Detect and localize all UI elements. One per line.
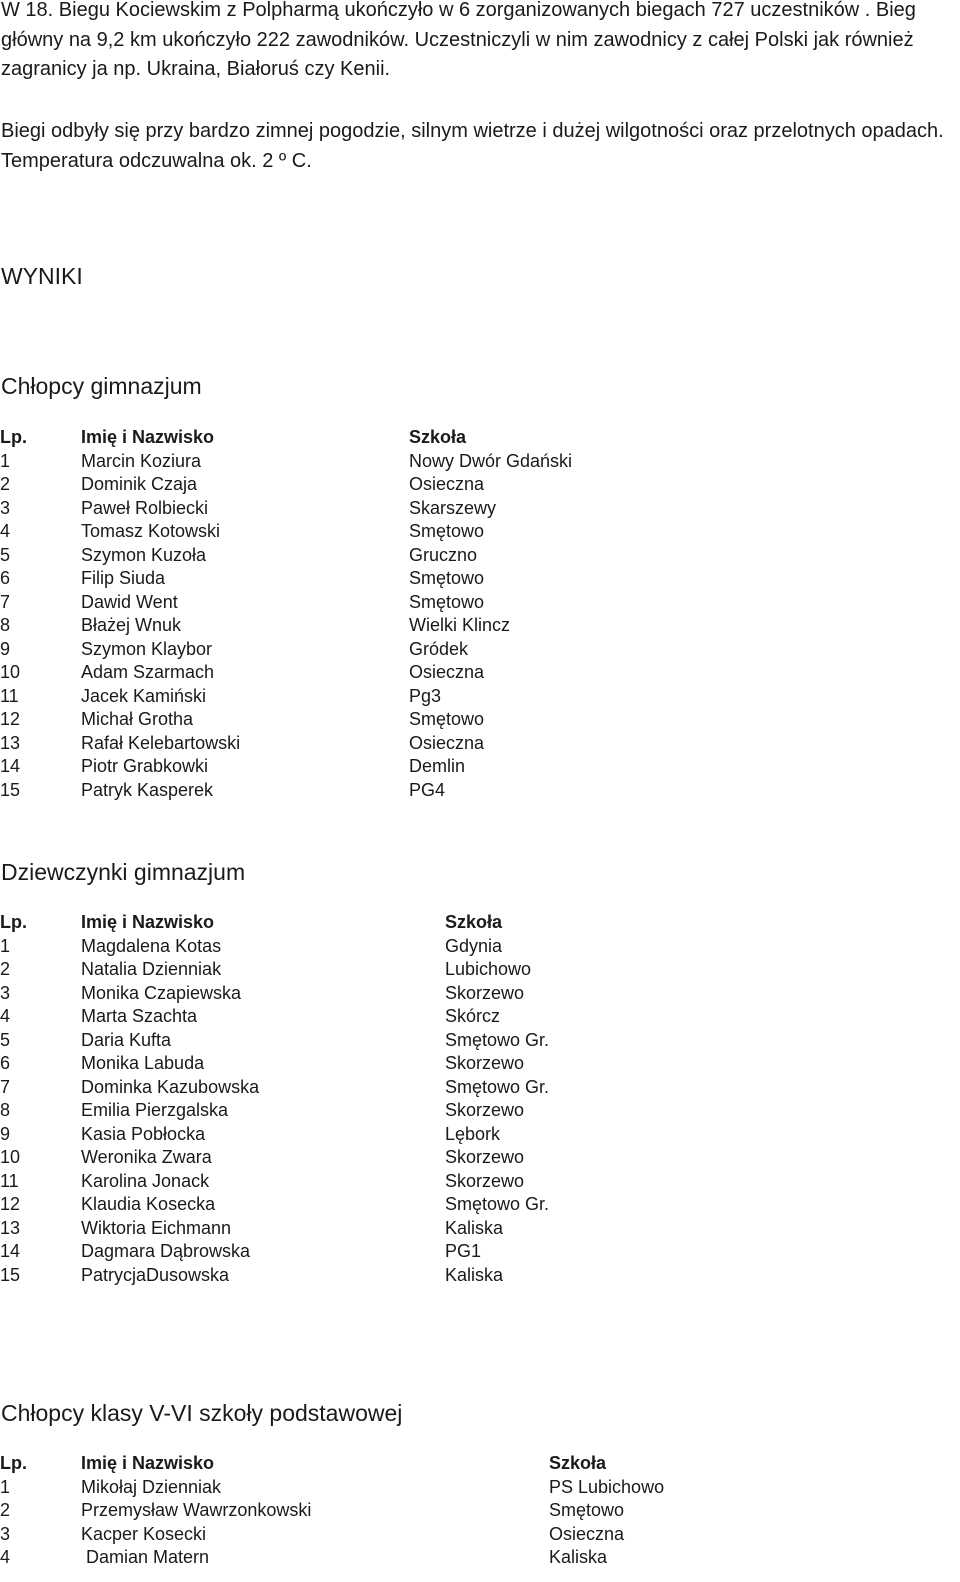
cell-school: PG1: [445, 1241, 482, 1261]
cell-school: Skorzewo: [445, 1147, 525, 1167]
cell-school: Lębork: [445, 1123, 501, 1144]
intro-paragraph: W 18. Biegu Kociewskim z Polpharmą ukończyło w 6 zorganizowanych biegach 727 uczestników . Bieg główny na 9,2 km ukończyło 222 zawodników. Uczestniczyli w nim zawodnicy z całej Polski jak również zagranicy ja np. Ukraina, Białoruś czy Kenii.: [1, 0, 916, 80]
cell-name: Mikołaj Dzienniak: [81, 1476, 222, 1497]
cell-lp: 7: [0, 1076, 11, 1097]
table-row: [0, 1523, 664, 1547]
column-header-name: Imię i Nazwisko: [81, 1453, 215, 1473]
cell-lp: 2: [0, 959, 11, 979]
cell-name: Szymon Klaybor: [81, 638, 213, 659]
cell-school: Lubichowo: [445, 959, 532, 979]
cell-name: Dagmara Dąbrowska: [81, 1241, 251, 1261]
cell-lp: 9: [0, 1123, 11, 1144]
cell-school: Kaliska: [445, 1264, 504, 1285]
cell-name: Dominik Czaja: [81, 474, 198, 494]
cell-name: Piotr Grabkowki: [81, 756, 209, 776]
cell-name: Monika Czapiewska: [81, 982, 242, 1003]
cell-name: Filip Siuda: [81, 568, 166, 588]
table-row: [0, 1170, 549, 1194]
cell-school: Smętowo: [409, 709, 485, 729]
cell-lp: 5: [0, 544, 11, 565]
table-row: [0, 1193, 549, 1217]
cell-lp: 2: [0, 1500, 11, 1520]
cell-lp: 10: [0, 1147, 21, 1167]
cell-school: Demlin: [409, 756, 466, 776]
cell-lp: 3: [0, 982, 11, 1003]
cell-school: Osieczna: [409, 732, 485, 753]
table-row: [0, 708, 572, 732]
cell-name: Marcin Koziura: [81, 450, 202, 471]
cell-name: Błażej Wnuk: [81, 615, 182, 635]
table-row: [0, 1264, 549, 1288]
cell-school: Skorzewo: [445, 1100, 525, 1120]
table-row: [0, 497, 572, 521]
cell-name: Jacek Kamiński: [81, 685, 207, 706]
cell-lp: 10: [0, 662, 21, 682]
cell-school: Skorzewo: [445, 982, 525, 1003]
cell-lp: 13: [0, 1217, 21, 1238]
cell-name: Rafał Kelebartowski: [81, 732, 241, 753]
cell-lp: 3: [0, 1523, 11, 1544]
cell-lp: 11: [0, 685, 19, 706]
table-row: [0, 520, 572, 544]
cell-school: Wielki Klincz: [409, 615, 511, 635]
table-row: [0, 1476, 664, 1500]
cell-school: Skorzewo: [445, 1170, 525, 1191]
table-row: [0, 1499, 664, 1523]
table-row: [0, 1240, 549, 1264]
cell-lp: 6: [0, 568, 11, 588]
cell-name: Michał Grotha: [81, 709, 194, 729]
cell-school: Smętowo Gr.: [445, 1076, 550, 1097]
cell-lp: 15: [0, 1264, 21, 1285]
cell-name: Kacper Kosecki: [81, 1523, 207, 1544]
cell-school: Skorzewo: [445, 1053, 525, 1073]
cell-school: Smętowo: [409, 591, 485, 612]
cell-lp: 2: [0, 474, 11, 494]
table-row: [0, 1146, 549, 1170]
cell-name: Patryk Kasperek: [81, 779, 214, 800]
table-row: [0, 614, 572, 638]
table-row: [0, 661, 572, 685]
cell-school: Osieczna: [409, 662, 485, 682]
cell-lp: 8: [0, 1100, 11, 1120]
cell-lp: 1: [0, 450, 11, 471]
cell-name: Klaudia Kosecka: [81, 1194, 216, 1214]
table-header-row: [0, 911, 549, 935]
results-table-girls-gimnazjum: [0, 911, 549, 1287]
column-header-school: Szkoła: [445, 912, 503, 932]
table-row: [0, 591, 572, 615]
cell-school: Smętowo: [409, 568, 485, 588]
table-row: [0, 450, 572, 474]
cell-school: PS Lubichowo: [549, 1476, 665, 1497]
cell-name: Emilia Pierzgalska: [81, 1100, 229, 1120]
results-heading: WYNIKI: [1, 263, 83, 289]
cell-lp: 1: [0, 1476, 11, 1497]
cell-name: Dominka Kazubowska: [81, 1076, 260, 1097]
cell-lp: 12: [0, 709, 21, 729]
table-row: [0, 1052, 549, 1076]
cell-name: Weronika Zwara: [81, 1147, 212, 1167]
cell-name: Monika Labuda: [81, 1053, 205, 1073]
cell-name: Damian Matern: [81, 1547, 210, 1567]
table-row: [0, 1099, 549, 1123]
cell-name: Tomasz Kotowski: [81, 521, 221, 541]
cell-school: Smętowo: [409, 521, 485, 541]
cell-school: Smętowo Gr.: [445, 1194, 550, 1214]
column-header-lp: Lp.: [0, 912, 27, 932]
cell-school: Osieczna: [549, 1523, 625, 1544]
cell-lp: 8: [0, 615, 11, 635]
column-header-name: Imię i Nazwisko: [81, 427, 215, 447]
table-row: [0, 779, 572, 803]
table-header-row: [0, 426, 572, 450]
cell-name: Przemysław Wawrzonkowski: [81, 1500, 312, 1520]
cell-lp: 15: [0, 779, 21, 800]
cell-lp: 4: [0, 1547, 11, 1567]
cell-school: Gdynia: [445, 935, 503, 956]
cell-school: PG4: [409, 779, 446, 800]
cell-name: PatrycjaDusowska: [81, 1264, 230, 1285]
table-row: [0, 567, 572, 591]
cell-school: Smętowo Gr.: [445, 1029, 550, 1050]
cell-school: Skórcz: [445, 1006, 501, 1026]
cell-lp: 5: [0, 1029, 11, 1050]
section-title-girls-gimnazjum: Dziewczynki gimnazjum: [1, 859, 246, 885]
cell-name: Karolina Jonack: [81, 1170, 210, 1191]
cell-school: Gródek: [409, 638, 469, 659]
cell-name: Adam Szarmach: [81, 662, 215, 682]
cell-lp: 12: [0, 1194, 21, 1214]
cell-name: Daria Kufta: [81, 1029, 172, 1050]
cell-school: Kaliska: [445, 1217, 504, 1238]
table-row: [0, 732, 572, 756]
results-table-boys-primary: [0, 1452, 664, 1570]
cell-lp: 13: [0, 732, 21, 753]
cell-school: Kaliska: [549, 1547, 608, 1567]
cell-lp: 7: [0, 591, 11, 612]
table-row: [0, 1546, 664, 1570]
cell-school: Gruczno: [409, 544, 478, 565]
table-row: [0, 638, 572, 662]
table-row: [0, 982, 549, 1006]
table-row: [0, 1076, 549, 1100]
cell-name: Szymon Kuzoła: [81, 544, 207, 565]
cell-lp: 4: [0, 521, 11, 541]
cell-name: Natalia Dzienniak: [81, 959, 222, 979]
cell-lp: 3: [0, 497, 11, 518]
table-row: [0, 544, 572, 568]
column-header-name: Imię i Nazwisko: [81, 912, 215, 932]
cell-name: Kasia Pobłocka: [81, 1123, 206, 1144]
cell-school: Smętowo: [549, 1500, 625, 1520]
table-row: [0, 1029, 549, 1053]
cell-lp: 14: [0, 756, 21, 776]
cell-name: Magdalena Kotas: [81, 935, 222, 956]
cell-school: Nowy Dwór Gdański: [409, 450, 573, 471]
table-row: [0, 1123, 549, 1147]
cell-lp: 9: [0, 638, 11, 659]
cell-school: Pg3: [409, 685, 442, 706]
column-header-lp: Lp.: [0, 1453, 27, 1473]
cell-lp: 4: [0, 1006, 11, 1026]
section-title-boys-gimnazjum: Chłopcy gimnazjum: [1, 373, 202, 399]
table-row: [0, 685, 572, 709]
table-row: [0, 473, 572, 497]
cell-school: Osieczna: [409, 474, 485, 494]
table-row: [0, 1005, 549, 1029]
column-header-lp: Lp.: [0, 427, 27, 447]
table-row: [0, 958, 549, 982]
cell-name: Wiktoria Eichmann: [81, 1217, 232, 1238]
cell-name: Dawid Went: [81, 591, 178, 612]
cell-lp: 6: [0, 1053, 11, 1073]
weather-paragraph: Biegi odbyły się przy bardzo zimnej pogodzie, silnym wietrze i dużej wilgotności oraz przelotnych opadach. Temperatura odczuwalna ok. 2 º C.: [1, 120, 944, 172]
table-row: [0, 1217, 549, 1241]
cell-lp: 1: [0, 935, 11, 956]
cell-name: Marta Szachta: [81, 1006, 198, 1026]
cell-lp: 11: [0, 1170, 19, 1191]
cell-name: Paweł Rolbiecki: [81, 497, 209, 518]
cell-school: Skarszewy: [409, 497, 497, 518]
table-row: [0, 755, 572, 779]
table-row: [0, 935, 549, 959]
column-header-school: Szkoła: [409, 427, 467, 447]
column-header-school: Szkoła: [549, 1453, 607, 1473]
results-table-boys-gimnazjum: [0, 426, 572, 802]
table-header-row: [0, 1452, 664, 1476]
cell-lp: 14: [0, 1241, 21, 1261]
section-title-boys-primary: Chłopcy klasy V-VI szkoły podstawowej: [1, 1400, 403, 1426]
